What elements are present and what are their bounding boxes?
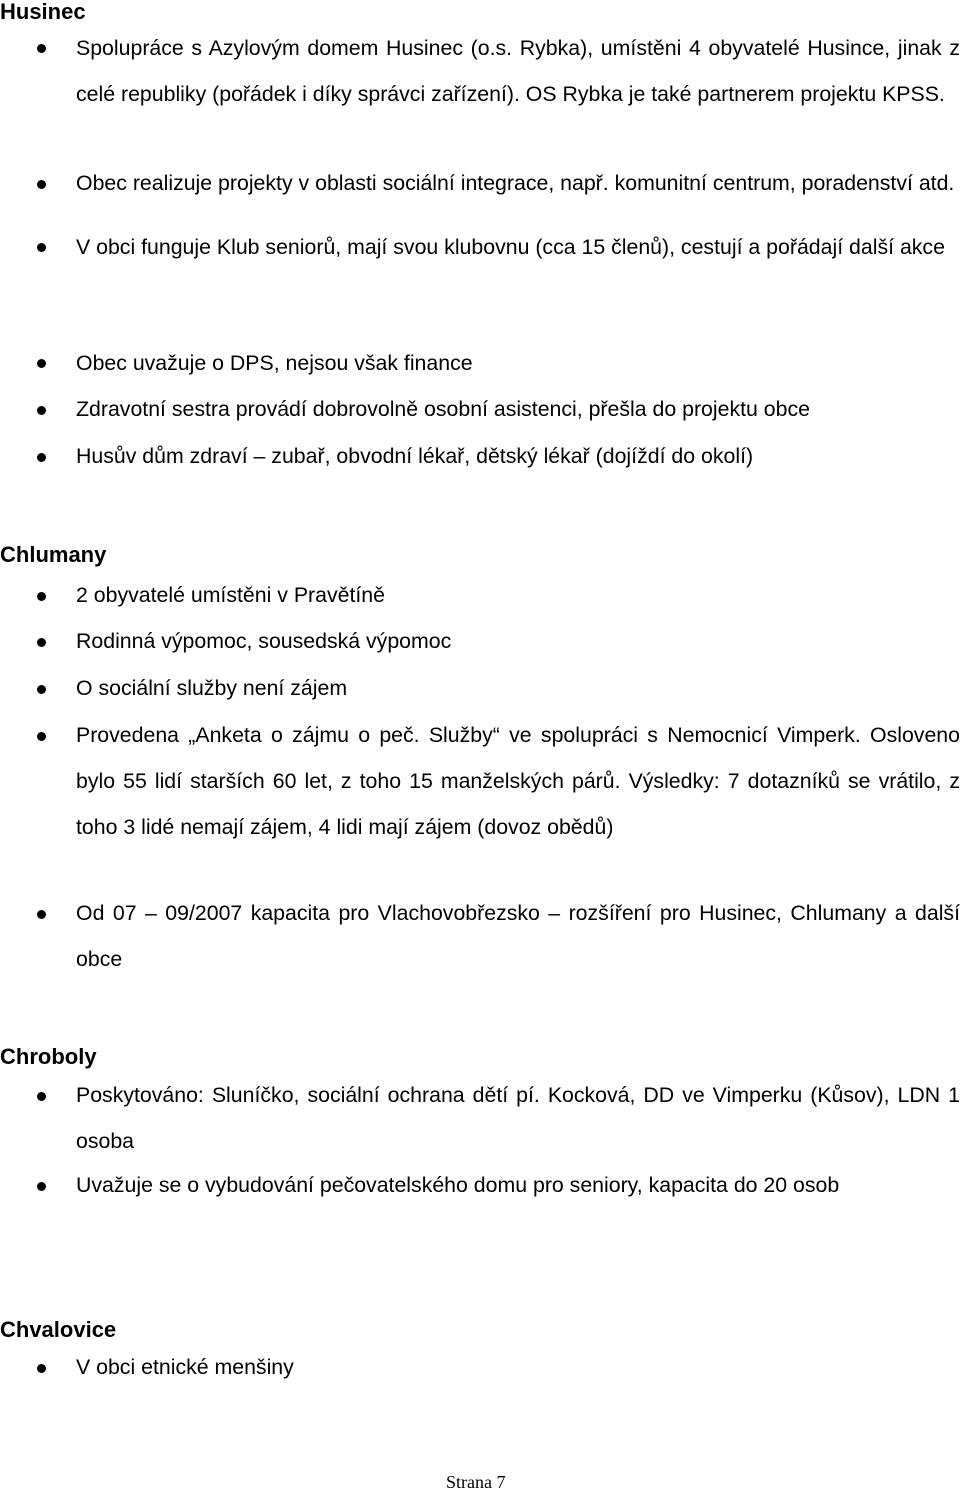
list-item: Spolupráce s Azylovým domem Husinec (o.s. Rybka), umístěni 4 obyvatelé Husince, jinak z celé republiky (pořádek i díky správci zařízení). OS Rybka je také partnerem projektu KPSS. [76, 36, 960, 106]
page-number: Strana 7 [446, 1472, 506, 1492]
bullet-icon [37, 180, 46, 189]
list-item: Poskytováno: Sluníčko, sociální ochrana dětí pí. Kocková, DD ve Vimperku (Kůsov), LDN 1 osoba [76, 1083, 960, 1153]
bullet-icon [37, 1182, 46, 1191]
bullet-icon [37, 406, 46, 415]
list-item: Obec realizuje projekty v oblasti sociální integrace, např. komunitní centrum, poradenství atd. [76, 171, 955, 195]
bullet-icon [37, 910, 46, 919]
page-footer [446, 1470, 505, 1494]
section-heading-chroboly: Chroboly [0, 1044, 97, 1069]
list-item: Rodinná výpomoc, sousedská výpomoc [76, 629, 452, 653]
list-item: V obci etnické menšiny [76, 1355, 294, 1379]
section-heading-chvalovice: Chvalovice [0, 1317, 117, 1342]
bullet-icon [37, 243, 46, 252]
bullet-icon [37, 638, 46, 647]
bullet-icon [37, 592, 46, 601]
list-item: O sociální služby není zájem [76, 676, 348, 700]
section-heading-chlumany: Chlumany [0, 542, 107, 567]
bullet-icon [37, 359, 46, 368]
list-item: Od 07 – 09/2007 kapacita pro Vlachovobřezsko – rozšíření pro Husinec, Chlumany a další obce [76, 901, 960, 971]
bullet-icon [37, 732, 46, 741]
list-item: V obci funguje Klub seniorů, mají svou klubovnu (cca 15 členů), cestují a pořádají další akce [76, 235, 945, 259]
bullet-icon [37, 44, 46, 53]
list-item: Husův dům zdraví – zubař, obvodní lékař, dětský lékař (dojíždí do okolí) [76, 444, 754, 468]
list-item: 2 obyvatelé umístěni v Pravětíně [76, 583, 385, 607]
bullet-icon [37, 1092, 46, 1101]
section-heading-husinec: Husinec [0, 0, 86, 24]
bullet-icon [37, 1364, 46, 1373]
list-item: Zdravotní sestra provádí dobrovolně osobní asistenci, přešla do projektu obce [76, 397, 810, 421]
list-item: Provedena „Anketa o zájmu o peč. Služby“ ve spolupráci s Nemocnicí Vimperk. Osloveno bylo 55 lidí starších 60 let, z toho 15 manželských párů. Výsledky: 7 dotazníků se vrátilo, z toho 3 lidé nemají zájem, 4 lidi mají zájem (dovoz obědů) [76, 723, 960, 839]
list-item: Obec uvažuje o DPS, nejsou však finance [76, 351, 473, 375]
bullet-icon [37, 453, 46, 462]
list-item: Uvažuje se o vybudování pečovatelského domu pro seniory, kapacita do 20 osob [76, 1173, 840, 1197]
bullet-icon [37, 685, 46, 694]
